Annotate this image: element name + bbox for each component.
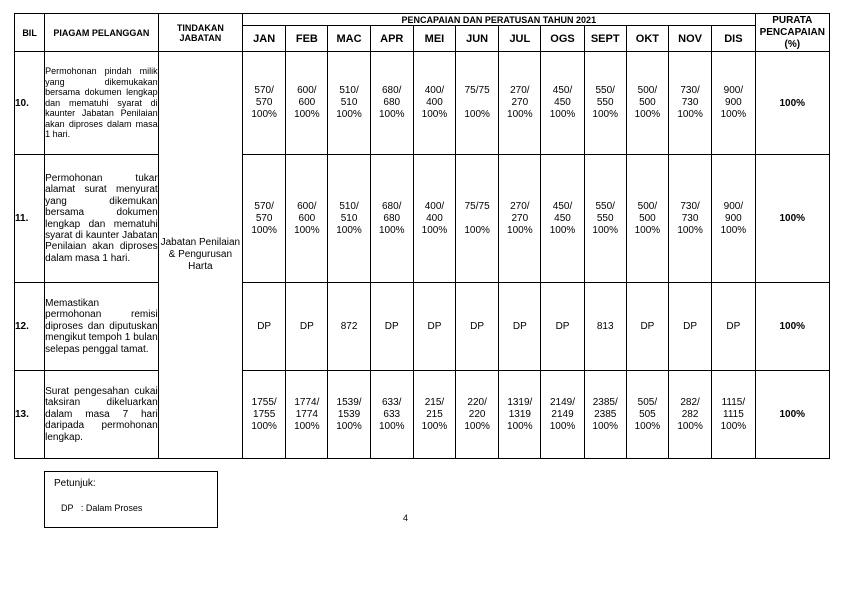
performance-table [14,13,830,459]
row-description: Surat pengesahan cukai taksiran dikeluarkan dalam masa 7 hari daripada permohonan lengkap. [45,371,159,459]
month-value: 600/ 600 100% [286,52,328,155]
month-value: 730/ 730 100% [669,52,712,155]
purata-value: 100% [755,283,829,371]
header-bil: BIL [15,14,45,52]
month-value: 680/ 680 100% [370,52,413,155]
month-value: 550/ 550 100% [584,155,626,283]
month-value: 450/ 450 100% [541,155,584,283]
month-value: 282/ 282 100% [669,371,712,459]
table-row [15,52,830,155]
month-value: 900/ 900 100% [712,155,755,283]
month-value: 730/ 730 100% [669,155,712,283]
legend-entry: DP : Dalam Proses [61,503,143,513]
month-value: 505/ 505 100% [626,371,668,459]
month-value: DP [499,283,541,371]
month-value: 570/ 570 100% [243,155,286,283]
month-value: DP [286,283,328,371]
month-header: OKT [626,26,668,52]
month-value: 510/ 510 100% [328,52,370,155]
row-description: Permohonan pindah milik yang dikemukakan bersama dokumen lengkap dan mematuhi syarat di kaunter Jabatan Penilaian akan diproses dalam masa 1 hari. [45,52,159,155]
month-value: 500/ 500 100% [626,52,668,155]
month-value: 1319/ 1319 100% [499,371,541,459]
month-value: 1774/ 1774 100% [286,371,328,459]
header-tindakan: TINDAKAN JABATAN [158,14,242,52]
month-value: DP [541,283,584,371]
month-value: 570/ 570 100% [243,52,286,155]
legend-box [44,471,218,528]
month-header: DIS [712,26,755,52]
month-value: 215/ 215 100% [413,371,455,459]
month-value: DP [243,283,286,371]
month-value: 75/75 100% [456,52,499,155]
tindakan-jabatan: Jabatan Penilaian & Pengurusan Harta [158,52,242,459]
month-value: 600/ 600 100% [286,155,328,283]
month-header: JUL [499,26,541,52]
header-purata: PURATA PENCAPAIAN (%) [755,14,829,52]
month-header: MAC [328,26,370,52]
row-number: 10. [15,52,45,155]
row-description: Permohonan tukar alamat surat menyurat yang dikemukan bersama dokumen lengkap dan mematuhi syarat di kaunter Jabatan Penilaian akan diproses dalam masa 1 hari. [45,155,159,283]
table-row [15,155,830,283]
month-header: JUN [456,26,499,52]
month-header: FEB [286,26,328,52]
month-value: 2385/ 2385 100% [584,371,626,459]
month-value: 400/ 400 100% [413,155,455,283]
month-value: DP [413,283,455,371]
month-header: NOV [669,26,712,52]
purata-value: 100% [755,371,829,459]
month-value: 550/ 550 100% [584,52,626,155]
table-row [15,283,830,371]
month-value: 680/ 680 100% [370,155,413,283]
month-value: 1115/ 1115 100% [712,371,755,459]
month-value: 450/ 450 100% [541,52,584,155]
month-value: 900/ 900 100% [712,52,755,155]
header-pencapaian: PENCAPAIAN DAN PERATUSAN TAHUN 2021 [243,14,756,26]
page-number: 4 [403,513,409,523]
month-value: 872 [328,283,370,371]
month-value: 220/ 220 100% [456,371,499,459]
month-header: MEI [413,26,455,52]
month-value: 633/ 633 100% [370,371,413,459]
row-number: 13. [15,371,45,459]
month-value: 510/ 510 100% [328,155,370,283]
row-number: 11. [15,155,45,283]
purata-value: 100% [755,155,829,283]
month-header: OGS [541,26,584,52]
month-value: DP [456,283,499,371]
month-value: DP [626,283,668,371]
month-value: 813 [584,283,626,371]
month-value: 400/ 400 100% [413,52,455,155]
month-value: DP [370,283,413,371]
table-row [15,371,830,459]
month-value: DP [669,283,712,371]
month-header: APR [370,26,413,52]
month-value: 270/ 270 100% [499,52,541,155]
month-value: 500/ 500 100% [626,155,668,283]
month-value: 2149/ 2149 100% [541,371,584,459]
row-number: 12. [15,283,45,371]
header-piagam: PIAGAM PELANGGAN [45,14,159,52]
month-value: 270/ 270 100% [499,155,541,283]
legend-title: Petunjuk: [54,478,96,489]
row-description: Memastikan permohonan remisi diproses dan diputuskan mengikut tempoh 1 bulan selepas penggal tamat. [45,283,159,371]
purata-value: 100% [755,52,829,155]
month-value: 1755/ 1755 100% [243,371,286,459]
month-value: 1539/ 1539 100% [328,371,370,459]
month-header: JAN [243,26,286,52]
month-header: SEPT [584,26,626,52]
month-value: DP [712,283,755,371]
month-value: 75/75 100% [456,155,499,283]
